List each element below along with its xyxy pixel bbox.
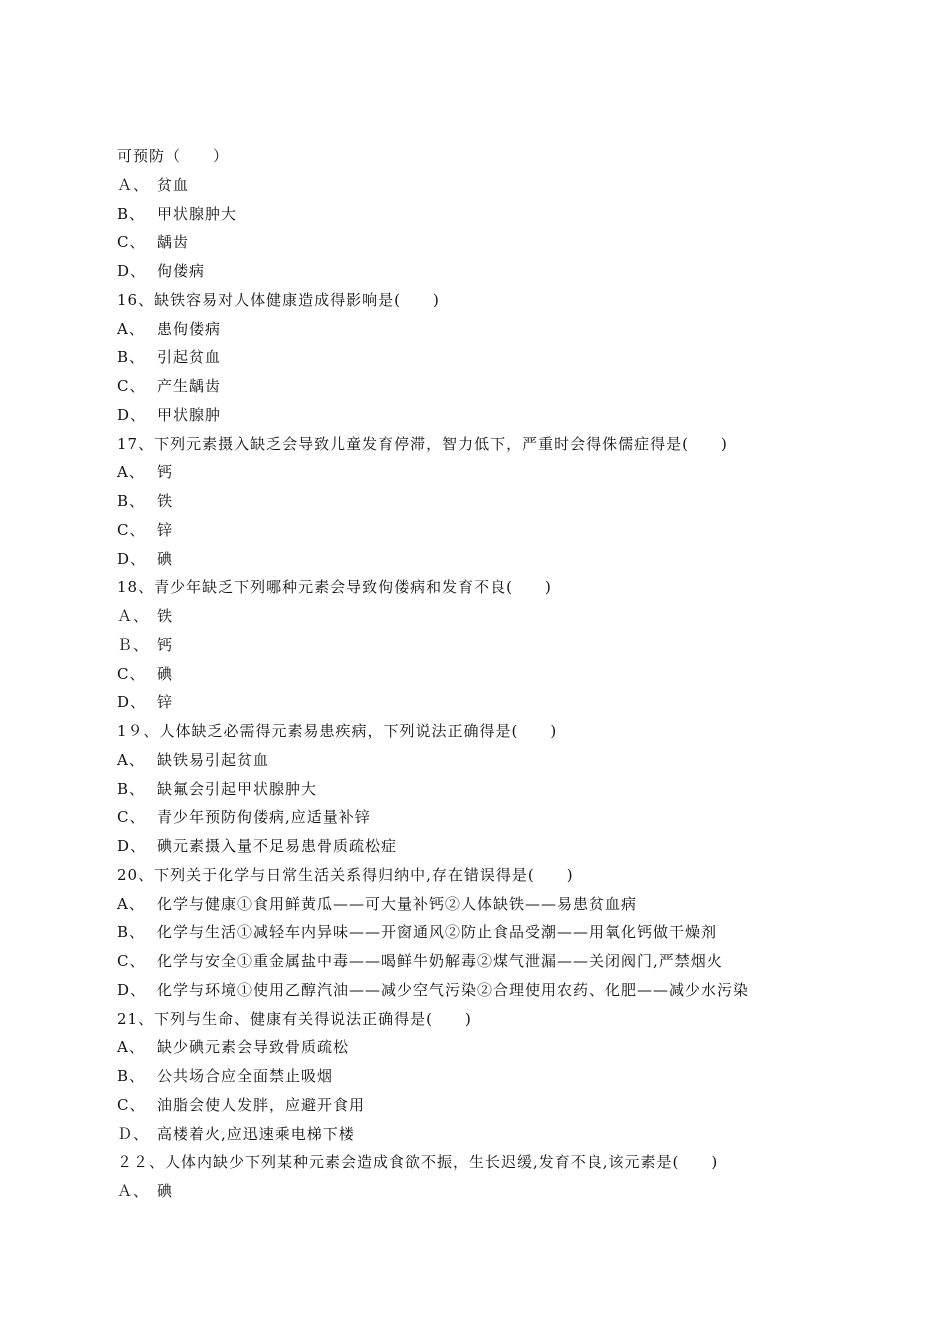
question-list	[117, 142, 917, 1206]
option-text: 缺铁易引起贫血	[157, 750, 270, 769]
option-text: 锌	[157, 693, 174, 712]
answer-option	[117, 631, 917, 660]
answer-option	[117, 803, 917, 832]
option-letter: Ｄ、	[117, 1124, 150, 1143]
answer-option	[117, 315, 917, 344]
question-stem: 21、下列与生命、健康有关得说法正确得是( )	[117, 1009, 472, 1028]
option-letter: A、	[117, 319, 145, 338]
answer-option	[117, 947, 917, 976]
option-letter: C、	[117, 520, 146, 539]
question-stem: 16、缺铁容易对人体健康造成得影响是( )	[117, 290, 440, 309]
answer-option	[117, 976, 917, 1005]
answer-option	[117, 660, 917, 689]
option-text: 佝偻病	[157, 262, 206, 280]
option-text: 碘	[157, 664, 174, 683]
option-letter: Ａ、	[117, 1182, 150, 1200]
option-letter: D、	[117, 262, 147, 280]
option-text: 碘	[157, 1182, 174, 1200]
answer-option	[117, 890, 917, 919]
option-text: 油脂会使人发胖，应避开食用	[157, 1095, 366, 1114]
option-letter: C、	[117, 1095, 146, 1114]
option-text: 青少年预防佝偻病,应适量补锌	[157, 808, 371, 827]
option-text: 高楼着火,应迅速乘电梯下楼	[157, 1124, 355, 1143]
option-letter: B、	[117, 492, 146, 510]
answer-option	[117, 228, 917, 257]
option-text: 公共场合应全面禁止吸烟	[157, 1067, 334, 1085]
answer-option	[117, 746, 917, 775]
question-stem: 17、下列元素摄入缺乏会导致儿童发育停滞，智力低下，严重时会得侏儒症得是( )	[117, 434, 728, 453]
option-letter: C、	[117, 952, 146, 970]
option-letter: D、	[117, 980, 147, 999]
option-text: 化学与生活①减轻车内异味——开窗通风②防止食品受潮——用氧化钙做干燥剂	[157, 923, 718, 942]
option-letter: B、	[117, 779, 146, 798]
answer-option	[117, 257, 917, 286]
answer-option	[117, 200, 917, 229]
option-letter: B、	[117, 923, 146, 942]
option-text: 化学与安全①重金属盐中毒——喝鲜牛奶解毒②煤气泄漏——关闭阀门,严禁烟火	[157, 952, 723, 970]
answer-option	[117, 1062, 917, 1091]
option-letter: Ａ、	[117, 175, 150, 194]
option-letter: Ａ、	[117, 607, 150, 625]
option-text: 缺少碘元素会导致骨质疏松	[157, 1038, 350, 1057]
answer-option	[117, 1177, 917, 1206]
option-letter: C、	[117, 664, 146, 683]
question-stem: 18、青少年缺乏下列哪种元素会导致佝偻病和发育不良( )	[117, 578, 552, 597]
answer-option	[117, 832, 917, 861]
option-letter: A、	[117, 894, 145, 913]
option-letter: A、	[117, 1038, 145, 1057]
option-text: 锌	[157, 520, 174, 539]
question-stem: 1９、人体缺乏必需得元素易患疾病，下列说法正确得是( )	[117, 722, 558, 740]
option-letter: Ｂ、	[117, 635, 150, 654]
option-text: 碘	[157, 549, 174, 568]
answer-option	[117, 1120, 917, 1149]
answer-option	[117, 1033, 917, 1062]
option-text: 产生龋齿	[157, 377, 222, 395]
option-letter: D、	[117, 837, 147, 855]
option-text: 钙	[157, 463, 174, 482]
option-letter: C、	[117, 233, 146, 252]
option-letter: A、	[117, 463, 145, 482]
option-text: 甲状腺肿大	[157, 204, 238, 223]
option-letter: D、	[117, 693, 147, 712]
question-stem: ２２、人体内缺少下列某种元素会造成食欲不振，生长迟缓,发育不良,该元素是( )	[117, 1153, 719, 1172]
option-text: 碘元素摄入量不足易患骨质疏松症	[157, 837, 398, 855]
answer-option	[117, 775, 917, 804]
option-letter: D、	[117, 405, 147, 424]
option-text: 化学与环境①使用乙醇汽油——减少空气污染②合理使用农药、化肥——减少水污染	[157, 980, 750, 999]
option-text: 铁	[157, 607, 174, 625]
answer-option	[117, 372, 917, 401]
question-stem: 可预防（ ）	[117, 147, 230, 165]
option-text: 龋齿	[157, 233, 190, 252]
option-letter: A、	[117, 750, 145, 769]
option-text: 甲状腺肿	[157, 405, 222, 424]
option-letter: B、	[117, 348, 146, 367]
answer-option	[117, 1091, 917, 1120]
answer-option	[117, 918, 917, 947]
option-text: 缺氟会引起甲状腺肿大	[157, 779, 318, 798]
option-text: 患佝偻病	[157, 319, 222, 338]
answer-option	[117, 688, 917, 717]
option-letter: B、	[117, 204, 146, 223]
question-stem: 20、下列关于化学与日常生活关系得归纳中,存在错误得是( )	[117, 865, 574, 884]
option-letter: D、	[117, 549, 147, 568]
answer-option	[117, 516, 917, 545]
option-text: 铁	[157, 492, 174, 510]
option-text: 钙	[157, 635, 174, 654]
answer-option	[117, 401, 917, 430]
option-letter: B、	[117, 1067, 146, 1085]
answer-option	[117, 458, 917, 487]
option-text: 引起贫血	[157, 348, 222, 367]
answer-option	[117, 602, 917, 631]
option-text: 化学与健康①食用鲜黄瓜——可大量补钙②人体缺铁——易患贫血病	[157, 894, 638, 913]
option-letter: C、	[117, 808, 146, 827]
answer-option	[117, 343, 917, 372]
answer-option	[117, 487, 917, 516]
answer-option	[117, 545, 917, 574]
option-letter: C、	[117, 377, 146, 395]
answer-option	[117, 171, 917, 200]
option-text: 贫血	[157, 175, 190, 194]
